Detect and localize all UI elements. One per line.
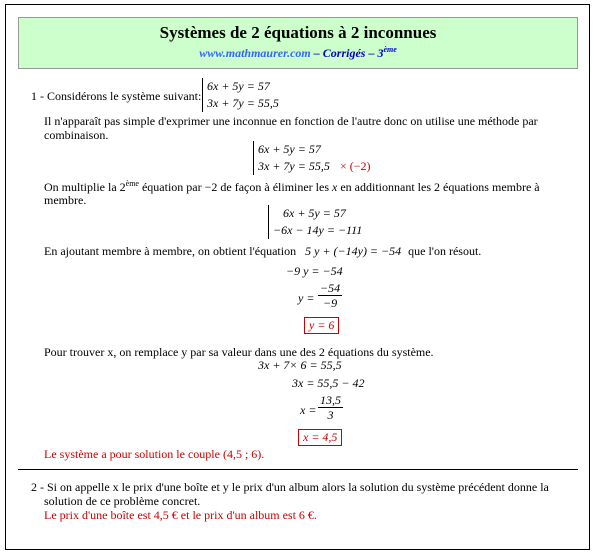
q1-conclusion: Le système a pour solution le couple (4,5 ; 6). [44, 447, 265, 461]
section-divider [18, 469, 578, 470]
q1-paragraph-2-line-2: membre. [44, 193, 87, 207]
p3-post: que l'on résout. [408, 244, 482, 258]
q2-line-2: solution de ce problème concret. [44, 494, 201, 508]
p2-mid: équation par −2 de façon à éliminer les [138, 180, 333, 194]
system-3-eq-1: 6x + 5y = 57 [283, 206, 346, 220]
multiplier-annotation: × (−2) [340, 159, 371, 173]
subtitle-sup: ème [383, 45, 397, 54]
system-3-eq-2: −6x − 14y = −111 [273, 223, 363, 237]
page-subtitle [19, 45, 577, 61]
equation-b-lhs: y = [298, 291, 315, 305]
equation-d: 3x = 55,5 − 42 [292, 376, 365, 390]
system-1-eq-1: 6x + 5y = 57 [207, 79, 270, 93]
equation-e-lhs: x = [300, 403, 317, 417]
equation-e-fraction [318, 393, 343, 422]
q1-paragraph-1-line-1: Il n'apparaît pas simple d'exprimer une inconnue en fonction de l'autre donc on utilise une méthode par [44, 114, 538, 128]
q2-line-1: 2 - Si on appelle x le prix d'une boîte et y le prix d'un album alors la solution du système précédent donne la [31, 480, 549, 494]
q1-paragraph-2-line-1 [44, 179, 540, 195]
system-1-eq-2: 3x + 7y = 55,5 [207, 96, 279, 110]
q2-answer: Le prix d'une boîte est 4,5 € et le prix d'un album est 6 €. [44, 508, 317, 522]
subtitle-text: – Corrigés – 3 [310, 46, 384, 60]
equation-b-numerator: −54 [320, 281, 341, 295]
result-x: x = 4,5 [298, 429, 342, 446]
site-link[interactable]: www.mathmaurer.com [199, 46, 311, 60]
page-title: Systèmes de 2 équations à 2 inconnues [159, 23, 437, 42]
system-3 [268, 205, 362, 239]
page-header [18, 17, 578, 69]
system-2-eq-1: 6x + 5y = 57 [258, 142, 321, 156]
q1-intro: 1 - Considérons le système suivant: [31, 89, 202, 103]
p2-pre: On multiplie la 2 [44, 180, 126, 194]
p2-x: x [332, 180, 338, 194]
p2-sup: ème [125, 179, 139, 188]
q1-paragraph-3 [44, 244, 481, 259]
system-2-eq-2: 3x + 7y = 55,5 [258, 159, 330, 173]
p2-post: en additionnant les 2 équations membre à [337, 180, 540, 194]
equation-b-fraction [318, 281, 342, 310]
system-1 [202, 78, 279, 112]
p3-pre: En ajoutant membre à membre, on obtient l'équation [44, 244, 297, 258]
equation-c: 3x + 7× 6 = 55,5 [258, 358, 342, 372]
equation-e-numerator: 13,5 [320, 393, 341, 407]
q1-paragraph-4: Pour trouver x, on remplace y par sa valeur dans une des 2 équations du système. [44, 345, 434, 359]
system-2 [253, 141, 330, 175]
equation-e-denominator: 3 [327, 408, 334, 422]
p3-equation: 5 y + (−14y) = −54 [305, 244, 402, 258]
q1-paragraph-1-line-2: combinaison. [44, 128, 109, 142]
equation-a: −9 y = −54 [286, 264, 343, 278]
equation-b-denominator: −9 [323, 296, 338, 310]
result-y: y = 6 [304, 317, 339, 334]
